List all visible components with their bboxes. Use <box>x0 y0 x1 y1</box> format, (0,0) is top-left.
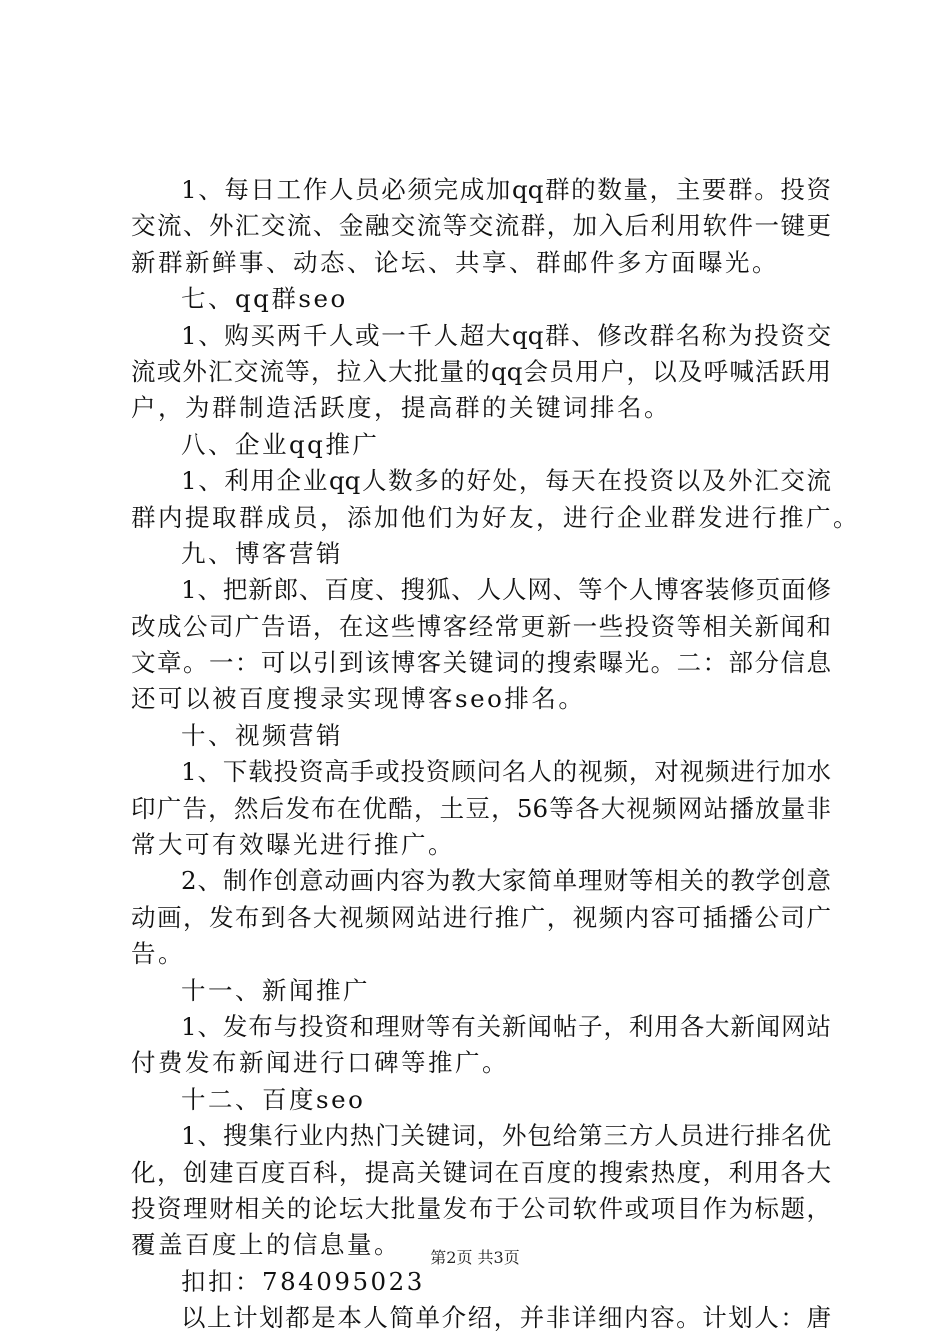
paragraph-line: 新群新鲜事、动态、论坛、共享、群邮件多方面曝光。 <box>131 247 779 277</box>
paragraph-line: 交流、外汇交流、金融交流等交流群，加入后利用软件一键更 <box>131 211 831 241</box>
paragraph-line: 户，为群制造活跃度，提高群的关键词排名。 <box>131 393 671 423</box>
section-heading: 十一、新闻推广 <box>181 975 370 1005</box>
section-heading: 八、企业qq推广 <box>181 429 380 459</box>
section-heading: 九、博客营销 <box>181 538 343 568</box>
contact-line: 扣扣：784095023 <box>181 1266 425 1296</box>
paragraph-line: 流或外汇交流等，拉入大批量的qq会员用户，以及呼喊活跃用 <box>131 356 831 386</box>
paragraph-line: 付费发布新闻进行口碑等推广。 <box>131 1048 509 1078</box>
section-heading: 七、qq群seo <box>181 284 348 314</box>
paragraph-line: 常大可有效曝光进行推广。 <box>131 830 455 860</box>
paragraph-line: 1、发布与投资和理财等有关新闻帖子，利用各大新闻网站 <box>181 1011 831 1041</box>
paragraph-line: 1、下载投资高手或投资顾问名人的视频，对视频进行加水 <box>181 757 831 787</box>
paragraph-line: 群内提取群成员，添加他们为好友，进行企业群发进行推广。 <box>131 502 860 532</box>
paragraph-line: 覆盖百度上的信息量。 <box>131 1230 401 1260</box>
section-heading: 十、视频营销 <box>181 720 343 750</box>
paragraph-line: 投资理财相关的论坛大批量发布于公司软件或项目作为标题， <box>131 1193 831 1223</box>
page-footer: 第2页 共3页 <box>430 1248 520 1267</box>
paragraph-line: 1、把新郎、百度、搜狐、人人网、等个人博客装修页面修 <box>181 575 831 605</box>
paragraph-line: 1、每日工作人员必须完成加qq群的数量，主要群。投资 <box>181 175 831 204</box>
closing-line: 以上计划都是本人简单介绍，并非详细内容。计划人：唐 <box>181 1303 831 1333</box>
paragraph-line: 化，创建百度百科，提高关键词在百度的搜索热度，利用各大 <box>131 1157 831 1187</box>
document-body <box>131 172 860 1337</box>
paragraph-line: 1、搜集行业内热门关键词，外包给第三方人员进行排名优 <box>181 1121 831 1151</box>
paragraph-line: 改成公司广告语，在这些博客经常更新一些投资等相关新闻和 <box>131 611 831 641</box>
paragraph-line: 2、制作创意动画内容为教大家简单理财等相关的教学创意 <box>181 866 831 896</box>
paragraph-line: 1、购买两千人或一千人超大qq群、修改群名称为投资交 <box>181 320 831 350</box>
paragraph-line: 1、利用企业qq人数多的好处，每天在投资以及外汇交流 <box>181 466 831 496</box>
paragraph-line: 文章。一：可以引到该博客关键词的搜索曝光。二：部分信息 <box>131 648 831 678</box>
section-heading: 十二、百度seo <box>181 1084 366 1114</box>
paragraph-line: 印广告，然后发布在优酷，土豆，56等各大视频网站播放量非 <box>131 793 831 823</box>
paragraph-line: 还可以被百度搜录实现博客seo排名。 <box>131 684 586 714</box>
paragraph-line: 告。 <box>131 939 185 969</box>
paragraph-line: 动画，发布到各大视频网站进行推广，视频内容可插播公司广 <box>131 902 831 932</box>
